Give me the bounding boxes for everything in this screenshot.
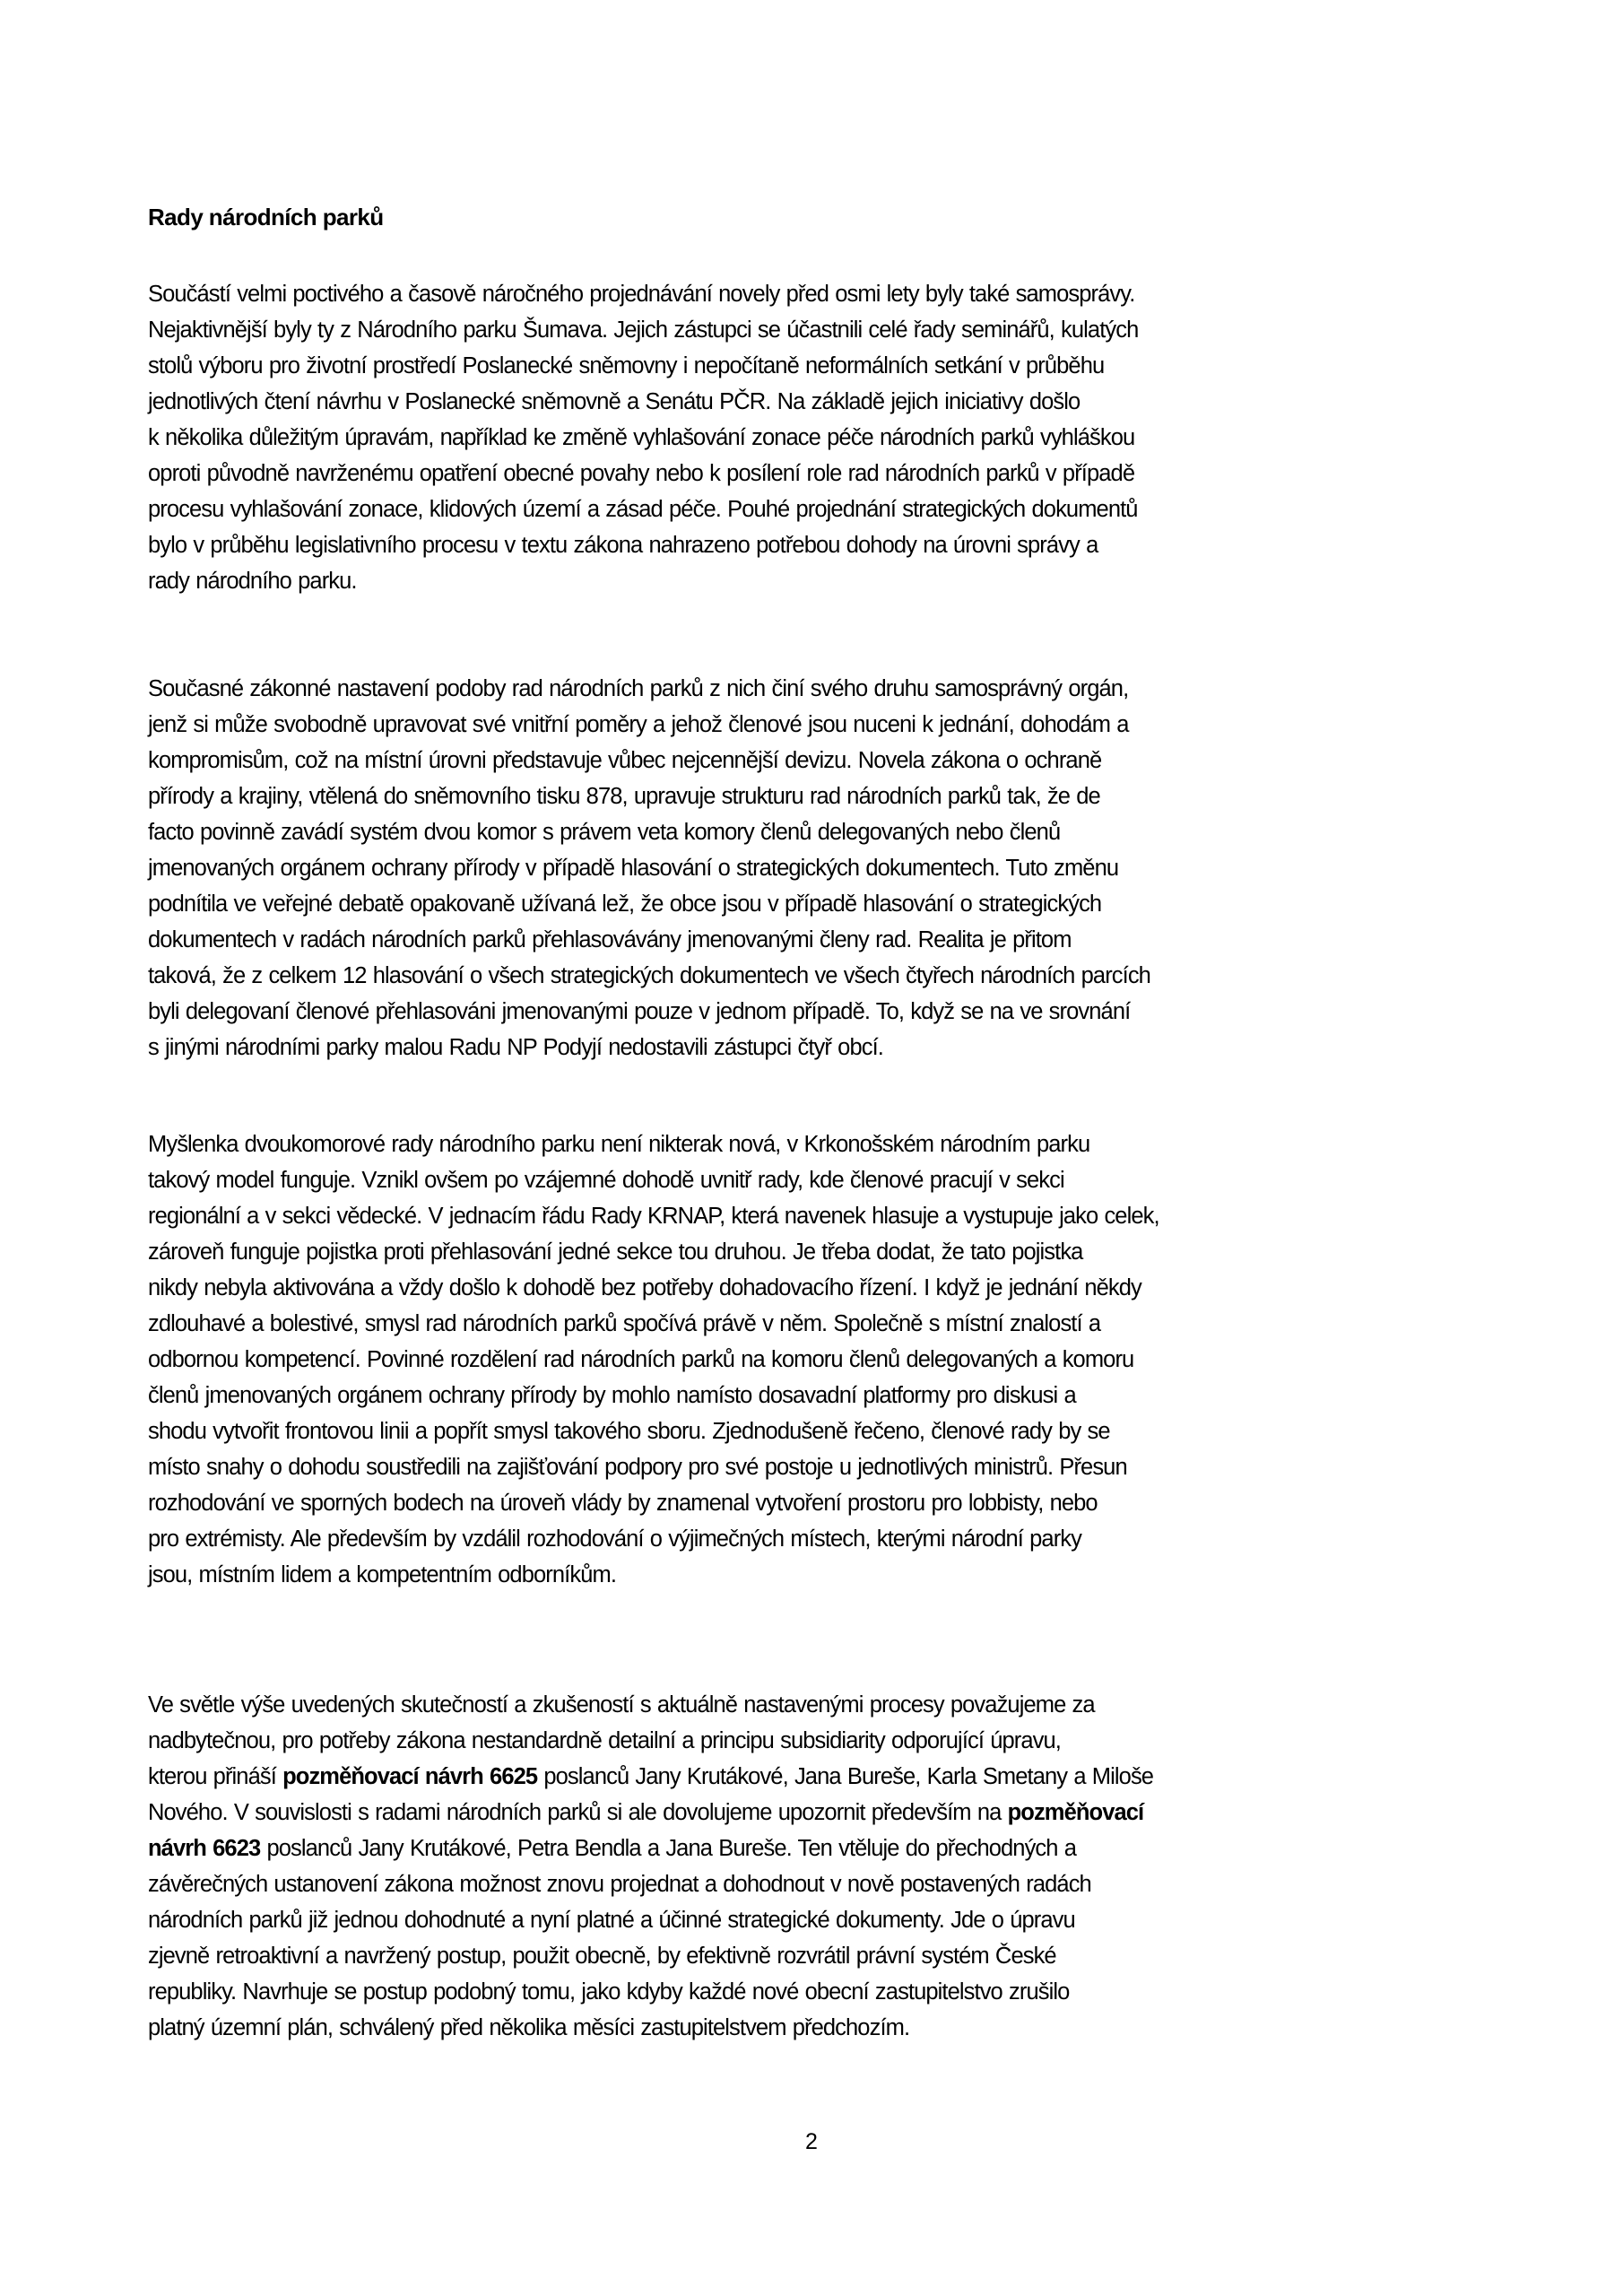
text-line	[148, 1413, 1484, 1449]
paragraph	[148, 276, 1484, 599]
text-run: Ve světle výše uvedených skutečností a zkušeností s aktuálně nastavenými procesy považujeme za	[148, 1692, 1095, 1718]
text-run: jednotlivých čtení návrhu v Poslanecké sněmovně a Senátu PČR. Na základě jejich iniciativy došlo	[148, 389, 1081, 414]
bold-text: návrh 6623	[148, 1836, 261, 1861]
text-run: závěrečných ustanovení zákona možnost znovu projednat a dohodnout v nově postavených radách	[148, 1872, 1091, 1897]
text-line	[148, 1449, 1484, 1485]
text-line	[148, 1126, 1484, 1162]
text-line	[148, 2010, 1484, 2046]
paragraph	[148, 1687, 1484, 2046]
text-run: zároveň funguje pojistka proti přehlasování jedné sekce tou druhou. Je třeba dodat, že tato pojistka	[148, 1239, 1083, 1265]
text-run: stolů výboru pro životní prostředí Poslanecké sněmovny i nepočítaně neformálních setkání v průběhu	[148, 353, 1105, 378]
text-run: republiky. Navrhuje se postup podobný tomu, jako kdyby každé nové obecní zastupitelstvo zrušilo	[148, 1979, 1070, 2005]
text-line	[148, 743, 1484, 778]
text-line	[148, 276, 1484, 312]
text-line	[148, 1306, 1484, 1342]
text-run: platný územní plán, schválený před několika měsíci zastupitelstvem předchozím.	[148, 2015, 910, 2040]
text-line	[148, 1234, 1484, 1270]
text-line	[148, 994, 1484, 1030]
text-run: regionální a v sekci vědecké. V jednacím řádu Rady KRNAP, která navenek hlasuje a vystupuje jako celek,	[148, 1204, 1159, 1229]
text-line	[148, 1378, 1484, 1413]
text-line	[148, 1974, 1484, 2010]
paragraph	[148, 1126, 1484, 1593]
text-run: poslanců Jany Krutákové, Petra Bendla a Jana Bureše. Ten vtěluje do přechodných a	[260, 1836, 1077, 1861]
bold-text: pozměňovací návrh 6625	[282, 1764, 538, 1789]
text-line	[148, 1198, 1484, 1234]
text-line	[148, 922, 1484, 958]
section-heading: Rady národních parků	[148, 204, 384, 230]
text-run: kompromisům, což na místní úrovni představuje vůbec nejcennější devizu. Novela zákona o ochraně	[148, 748, 1102, 773]
text-line	[148, 384, 1484, 420]
text-run: Nejaktivnější byly ty z Národního parku Šumava. Jejich zástupci se účastnili celé řady seminářů, kulatých	[148, 317, 1139, 343]
text-run: s jinými národními parky malou Radu NP Podyjí nedostavili zástupci čtyř obcí.	[148, 1035, 883, 1060]
text-line	[148, 563, 1484, 599]
text-line	[148, 1030, 1484, 1065]
text-run: k několika důležitým úpravám, například ke změně vyhlašování zonace péče národních parků vyhláškou	[148, 425, 1135, 450]
text-line	[148, 671, 1484, 707]
text-line	[148, 1521, 1484, 1557]
text-line	[148, 1938, 1484, 1974]
text-run: procesu vyhlašování zonace, klidových území a zásad péče. Pouhé projednání strategických dokumentů	[148, 497, 1138, 522]
text-line	[148, 491, 1484, 527]
text-run: pro extrémisty. Ale především by vzdálil rozhodování o výjimečných místech, kterými národní parky	[148, 1526, 1081, 1552]
text-run: místo snahy o dohodu soustředili na zajišťování podpory pro své postoje u jednotlivých ministrů. Přesun	[148, 1455, 1127, 1480]
text-run: jenž si může svobodně upravovat své vnitřní poměry a jehož členové jsou nuceni k jednání, dohodám a	[148, 712, 1129, 737]
text-run: takový model funguje. Vznikl ovšem po vzájemné dohodě uvnitř rady, kde členové pracují v sekci	[148, 1168, 1064, 1193]
text-run: taková, že z celkem 12 hlasování o všech strategických dokumentech ve všech čtyřech národních parcích	[148, 963, 1150, 988]
text-run: poslanců Jany Krutákové, Jana Bureše, Karla Smetany a Miloše	[537, 1764, 1154, 1789]
text-line	[148, 456, 1484, 491]
text-line	[148, 1866, 1484, 1902]
text-line	[148, 707, 1484, 743]
text-line	[148, 886, 1484, 922]
text-line	[148, 1831, 1484, 1866]
text-line	[148, 778, 1484, 814]
text-line	[148, 1162, 1484, 1198]
text-line	[148, 1342, 1484, 1378]
text-run: rady národního parku.	[148, 569, 357, 594]
text-run: jsou, místním lidem a kompetentním odborníkům.	[148, 1562, 616, 1587]
text-run: kterou přináší	[148, 1764, 283, 1789]
text-run: byli delegovaní členové přehlasováni jmenovanými pouze v jednom případě. To, když se na ve srovnání	[148, 999, 1131, 1024]
text-run: národních parků již jednou dohodnuté a nyní platné a účinné strategické dokumenty. Jde o úpravu	[148, 1908, 1075, 1933]
text-run: Současné zákonné nastavení podoby rad národních parků z nich činí svého druhu samosprávný orgán,	[148, 676, 1129, 701]
text-run: rozhodování ve sporných bodech na úroveň vlády by znamenal vytvoření prostoru pro lobbisty, nebo	[148, 1491, 1098, 1516]
text-line	[148, 1270, 1484, 1306]
text-line	[148, 527, 1484, 563]
text-line	[148, 1557, 1484, 1593]
text-run: Myšlenka dvoukomorové rady národního parku není nikterak nová, v Krkonošském národním parku	[148, 1132, 1090, 1157]
text-run: Nového. V souvislosti s radami národních parků si ale dovolujeme upozornit především na	[148, 1800, 1008, 1825]
bold-text: pozměňovací	[1007, 1800, 1144, 1825]
text-run: členů jmenovaných orgánem ochrany přírody by mohlo namísto dosavadní platformy pro diskusi a	[148, 1383, 1076, 1408]
text-line	[148, 1687, 1484, 1723]
text-run: nadbytečnou, pro potřeby zákona nestandardně detailní a principu subsidiarity odporující úpravu,	[148, 1728, 1061, 1753]
text-run: jmenovaných orgánem ochrany přírody v případě hlasování o strategických dokumentech. Tuto změnu	[148, 856, 1119, 881]
text-run: odbornou kompetencí. Povinné rozdělení rad národních parků na komoru členů delegovaných a komoru	[148, 1347, 1134, 1372]
text-run: oproti původně navrženému opatření obecné povahy nebo k posílení role rad národních parků v případě	[148, 461, 1135, 486]
page-number: 2	[805, 2129, 818, 2154]
text-run: facto povinně zavádí systém dvou komor s právem veta komory členů delegovaných nebo členů	[148, 820, 1061, 845]
text-line	[148, 348, 1484, 384]
text-line	[148, 312, 1484, 348]
text-line	[148, 958, 1484, 994]
text-run: zdlouhavé a bolestivé, smysl rad národních parků spočívá právě v něm. Společně s místní znalostí a	[148, 1311, 1101, 1336]
text-line	[148, 1723, 1484, 1759]
text-line	[148, 1902, 1484, 1938]
text-line	[148, 1485, 1484, 1521]
text-run: Součástí velmi poctivého a časově náročného projednávání novely před osmi lety byly také samosprávy.	[148, 282, 1135, 307]
text-line	[148, 420, 1484, 456]
text-line	[148, 850, 1484, 886]
text-run: podnítila ve veřejné debatě opakovaně užívaná lež, že obce jsou v případě hlasování o strategických	[148, 891, 1102, 917]
text-line	[148, 1759, 1484, 1795]
text-run: přírody a krajiny, vtělená do sněmovního tisku 878, upravuje strukturu rad národních parků tak, že de	[148, 784, 1100, 809]
text-line	[148, 814, 1484, 850]
text-line	[148, 1795, 1484, 1831]
text-run: bylo v průběhu legislativního procesu v textu zákona nahrazeno potřebou dohody na úrovni správy a	[148, 533, 1098, 558]
text-run: nikdy nebyla aktivována a vždy došlo k dohodě bez potřeby dohadovacího řízení. I když je jednání někdy	[148, 1275, 1141, 1300]
text-run: dokumentech v radách národních parků přehlasovávány jmenovanými členy rad. Realita je přitom	[148, 927, 1072, 952]
text-run: shodu vytvořit frontovou linii a popřít smysl takového sboru. Zjednodušeně řečeno, členové rady by se	[148, 1419, 1110, 1444]
paragraph	[148, 671, 1484, 1065]
text-run: zjevně retroaktivní a navržený postup, použit obecně, by efektivně rozvrátil právní systém České	[148, 1944, 1056, 1969]
